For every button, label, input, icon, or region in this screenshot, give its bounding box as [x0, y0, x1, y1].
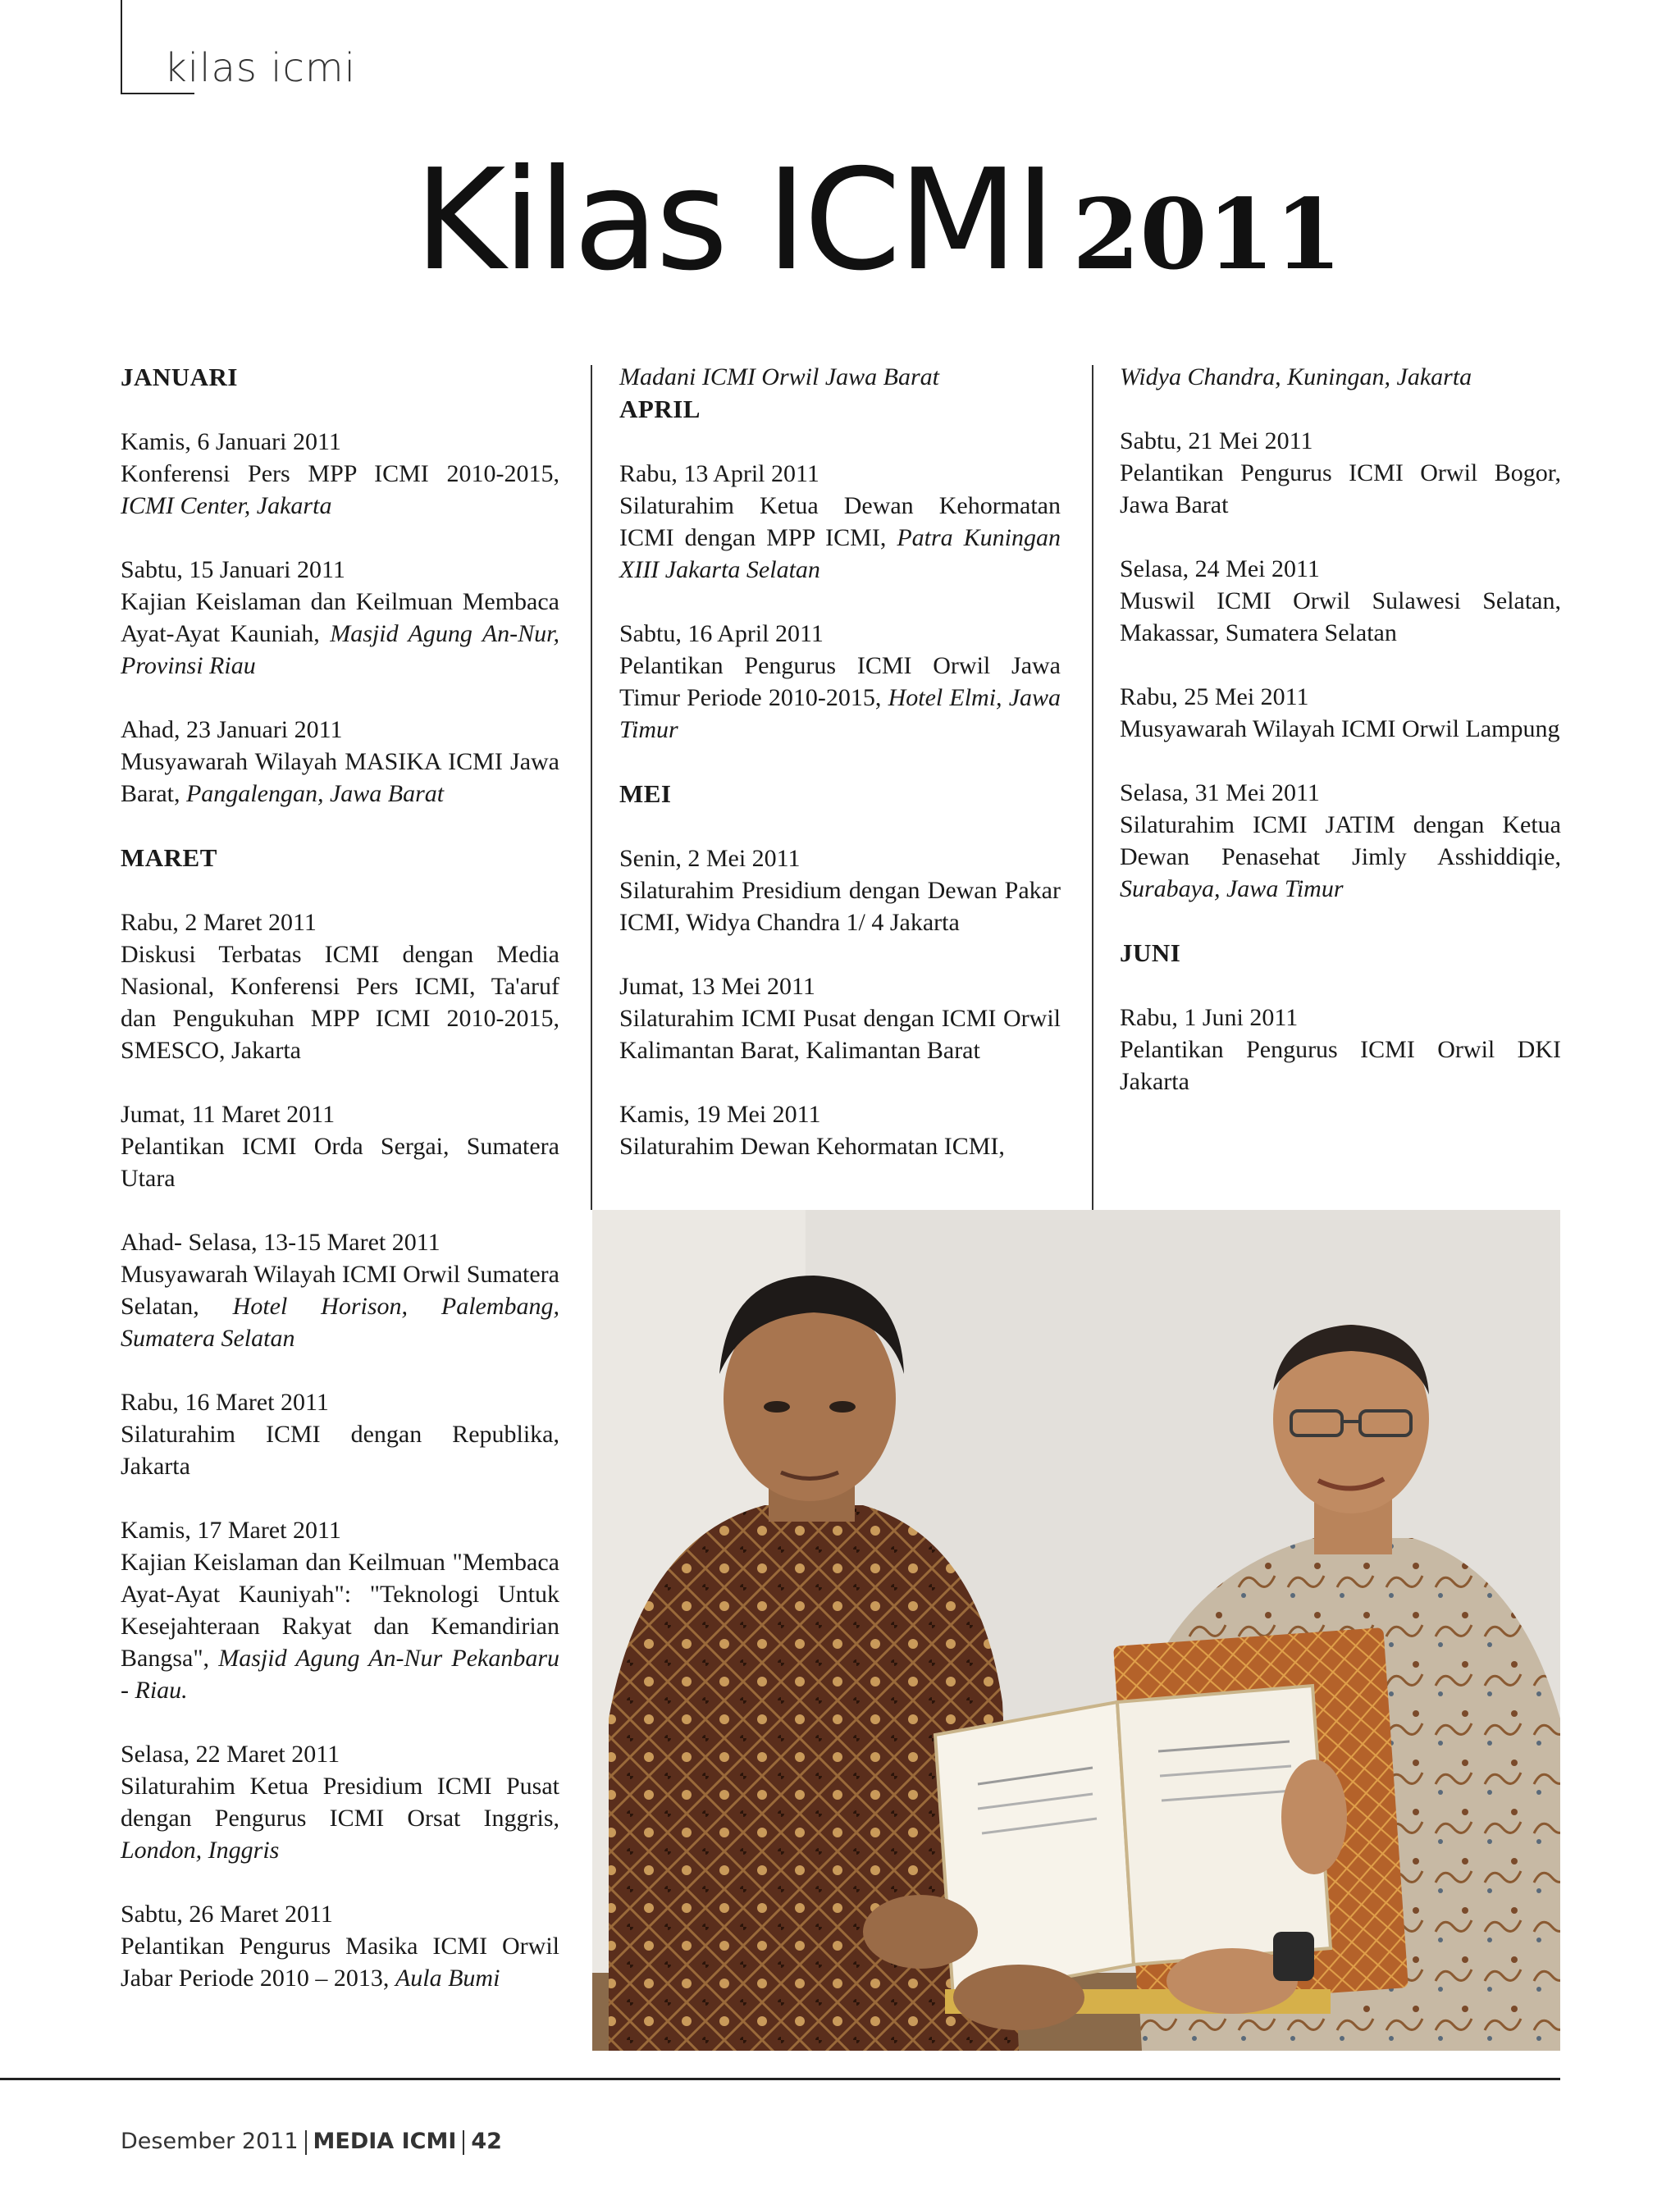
- column-2: [619, 361, 1061, 1162]
- event-location: Pangalengan, Jawa Barat: [185, 780, 445, 807]
- event-entry: [121, 714, 559, 810]
- event-desc: Pelantikan ICMI Orda Sergai, Sumatera Utara: [121, 1133, 559, 1192]
- event-desc: Silaturahim ICMI Pusat dengan ICMI Orwil Kalimantan Barat, Kalimantan Barat: [619, 1005, 1061, 1064]
- event-date: Selasa, 22 Maret 2011: [121, 1741, 340, 1768]
- event-location: Masjid Agung An-Nur Pekanbaru - Riau.: [121, 1645, 559, 1704]
- event-entry: [121, 1386, 559, 1482]
- event-entry: [121, 1738, 559, 1866]
- footer-divider: [305, 2130, 307, 2155]
- event-date: Rabu, 13 April 2011: [619, 460, 819, 487]
- event-entry: [1120, 553, 1561, 649]
- event-entry: [619, 970, 1061, 1066]
- event-entry: [619, 842, 1061, 938]
- month-heading-maret: MARET: [121, 843, 217, 872]
- event-date: Sabtu, 15 Januari 2011: [121, 556, 345, 583]
- event-desc: Pelantikan Pengurus ICMI Orwil DKI Jakarta: [1120, 1036, 1561, 1095]
- title-main: Kilas ICMI: [414, 139, 1053, 302]
- event-entry: [1120, 681, 1561, 745]
- page-footer: [121, 2129, 502, 2155]
- footer-magazine: MEDIA ICMI: [313, 2129, 457, 2154]
- event-desc: Musyawarah Wilayah ICMI Orwil Lampung: [1120, 715, 1560, 742]
- event-location: London, Inggris: [121, 1837, 280, 1864]
- event-date: Kamis, 6 Januari 2011: [121, 428, 341, 455]
- event-desc: Silaturahim Presidium dengan Dewan Pakar ICMI, Widya Chandra 1/ 4 Jakarta: [619, 877, 1061, 936]
- event-photo: [592, 1210, 1560, 2051]
- event-desc: Musyawarah Wilayah MASIKA ICMI Jawa Barat, Pangalengan, Jawa Barat: [121, 748, 559, 807]
- event-entry: [619, 458, 1061, 586]
- month-heading-april: APRIL: [619, 395, 701, 423]
- footer-divider: [463, 2130, 464, 2155]
- event-entry: [121, 1514, 559, 1706]
- event-entry: [1120, 777, 1561, 905]
- event-location: Surabaya, Jawa Timur: [1120, 875, 1344, 902]
- continued-text: Widya Chandra, Kuningan, Jakarta: [1120, 363, 1472, 390]
- page-number: 42: [471, 2129, 502, 2154]
- event-date: Jumat, 13 Mei 2011: [619, 973, 815, 1000]
- event-desc: Pelantikan Pengurus ICMI Orwil Bogor, Jawa Barat: [1120, 459, 1561, 518]
- footer-rule: [0, 2078, 1560, 2080]
- event-date: Sabtu, 26 Maret 2011: [121, 1901, 333, 1928]
- column-divider: [1092, 365, 1093, 1210]
- event-location: ICMI Center, Jakarta: [121, 492, 332, 519]
- event-entry: [121, 1098, 559, 1194]
- event-entry: [619, 618, 1061, 746]
- event-date: Senin, 2 Mei 2011: [619, 845, 801, 872]
- continued-text: Madani ICMI Orwil Jawa Barat: [619, 363, 939, 390]
- event-desc: Silaturahim Ketua Dewan Kehormatan ICMI dengan MPP ICMI, Patra Kuningan XIII Jakarta Selatan: [619, 492, 1061, 583]
- title-year: 2011: [1072, 177, 1342, 291]
- event-desc: Kajian Keislaman dan Keilmuan "Membaca Ayat-Ayat Kauniyah": "Teknologi Untuk Kesejahteraan Rakyat dan Kemandirian Bangsa", Masjid Agung An-Nur Pekanbaru - Riau.: [121, 1549, 559, 1704]
- event-date: Sabtu, 21 Mei 2011: [1120, 427, 1313, 454]
- month-heading-mei: MEI: [619, 779, 672, 808]
- event-date: Jumat, 11 Maret 2011: [121, 1101, 336, 1128]
- event-desc: Konferensi Pers MPP ICMI 2010-2015, ICMI Center, Jakarta: [121, 460, 559, 519]
- event-date: Selasa, 31 Mei 2011: [1120, 779, 1320, 806]
- event-entry: [619, 1098, 1061, 1162]
- event-entry: [121, 554, 559, 682]
- event-desc: Pelantikan Pengurus ICMI Orwil Jawa Timur Periode 2010-2015, Hotel Elmi, Jawa Timur: [619, 652, 1061, 743]
- event-desc: Kajian Keislaman dan Keilmuan Membaca Ayat-Ayat Kauniah, Masjid Agung An-Nur, Provinsi Riau: [121, 588, 559, 679]
- event-desc: Muswil ICMI Orwil Sulawesi Selatan, Makassar, Sumatera Selatan: [1120, 587, 1561, 646]
- event-entry: [121, 1898, 559, 1994]
- event-entry: [121, 426, 559, 522]
- column-divider: [591, 365, 592, 1210]
- event-entry: [121, 906, 559, 1066]
- event-desc: Silaturahim ICMI JATIM dengan Ketua Dewan Penasehat Jimly Asshiddiqie, Surabaya, Jawa Timur: [1120, 811, 1561, 902]
- event-location: Hotel Horison, Palembang, Sumatera Selatan: [121, 1293, 560, 1352]
- footer-date: Desember 2011: [121, 2129, 299, 2154]
- month-heading-januari: JANUARI: [121, 363, 238, 391]
- event-desc: Silaturahim Dewan Kehormatan ICMI,: [619, 1133, 1005, 1160]
- month-heading-juni: JUNI: [1120, 938, 1181, 967]
- column-1: [121, 361, 559, 1994]
- section-label: kilas icmi: [164, 45, 356, 91]
- event-desc: Silaturahim ICMI dengan Republika, Jakarta: [121, 1421, 559, 1480]
- event-location: Masjid Agung An-Nur, Provinsi Riau: [121, 620, 559, 679]
- event-location: Hotel Elmi, Jawa Timur: [619, 684, 1061, 743]
- event-entry: [1120, 425, 1561, 521]
- event-entry: [121, 1226, 559, 1354]
- event-desc: Pelantikan Pengurus Masika ICMI Orwil Jabar Periode 2010 – 2013, Aula Bumi: [121, 1933, 559, 1992]
- event-date: Selasa, 24 Mei 2011: [1120, 555, 1320, 582]
- event-location: Aula Bumi: [395, 1965, 500, 1992]
- event-date: Rabu, 2 Maret 2011: [121, 909, 317, 936]
- event-desc: Diskusi Terbatas ICMI dengan Media Nasional, Konferensi Pers ICMI, Ta'aruf dan Pengukuhan MPP ICMI 2010-2015, SMESCO, Jakarta: [121, 941, 559, 1064]
- column-3: [1120, 361, 1561, 1130]
- event-date: Ahad- Selasa, 13-15 Maret 2011: [121, 1229, 441, 1256]
- event-date: Kamis, 19 Mei 2011: [619, 1101, 821, 1128]
- page-title: [414, 139, 1342, 302]
- event-date: Sabtu, 16 April 2011: [619, 620, 824, 647]
- section-underline: [121, 93, 194, 94]
- event-date: Rabu, 25 Mei 2011: [1120, 683, 1309, 710]
- event-desc: Silaturahim Ketua Presidium ICMI Pusat dengan Pengurus ICMI Orsat Inggris, London, Inggris: [121, 1773, 559, 1864]
- event-date: Rabu, 16 Maret 2011: [121, 1389, 329, 1416]
- event-location: Patra Kuningan XIII Jakarta Selatan: [619, 524, 1061, 583]
- event-date: Rabu, 1 Juni 2011: [1120, 1004, 1299, 1031]
- event-desc: Musyawarah Wilayah ICMI Orwil Sumatera Selatan, Hotel Horison, Palembang, Sumatera Selatan: [121, 1261, 560, 1352]
- event-entry: [1120, 1002, 1561, 1098]
- section-marker: [121, 0, 122, 94]
- event-date: Kamis, 17 Maret 2011: [121, 1517, 341, 1544]
- event-date: Ahad, 23 Januari 2011: [121, 716, 343, 743]
